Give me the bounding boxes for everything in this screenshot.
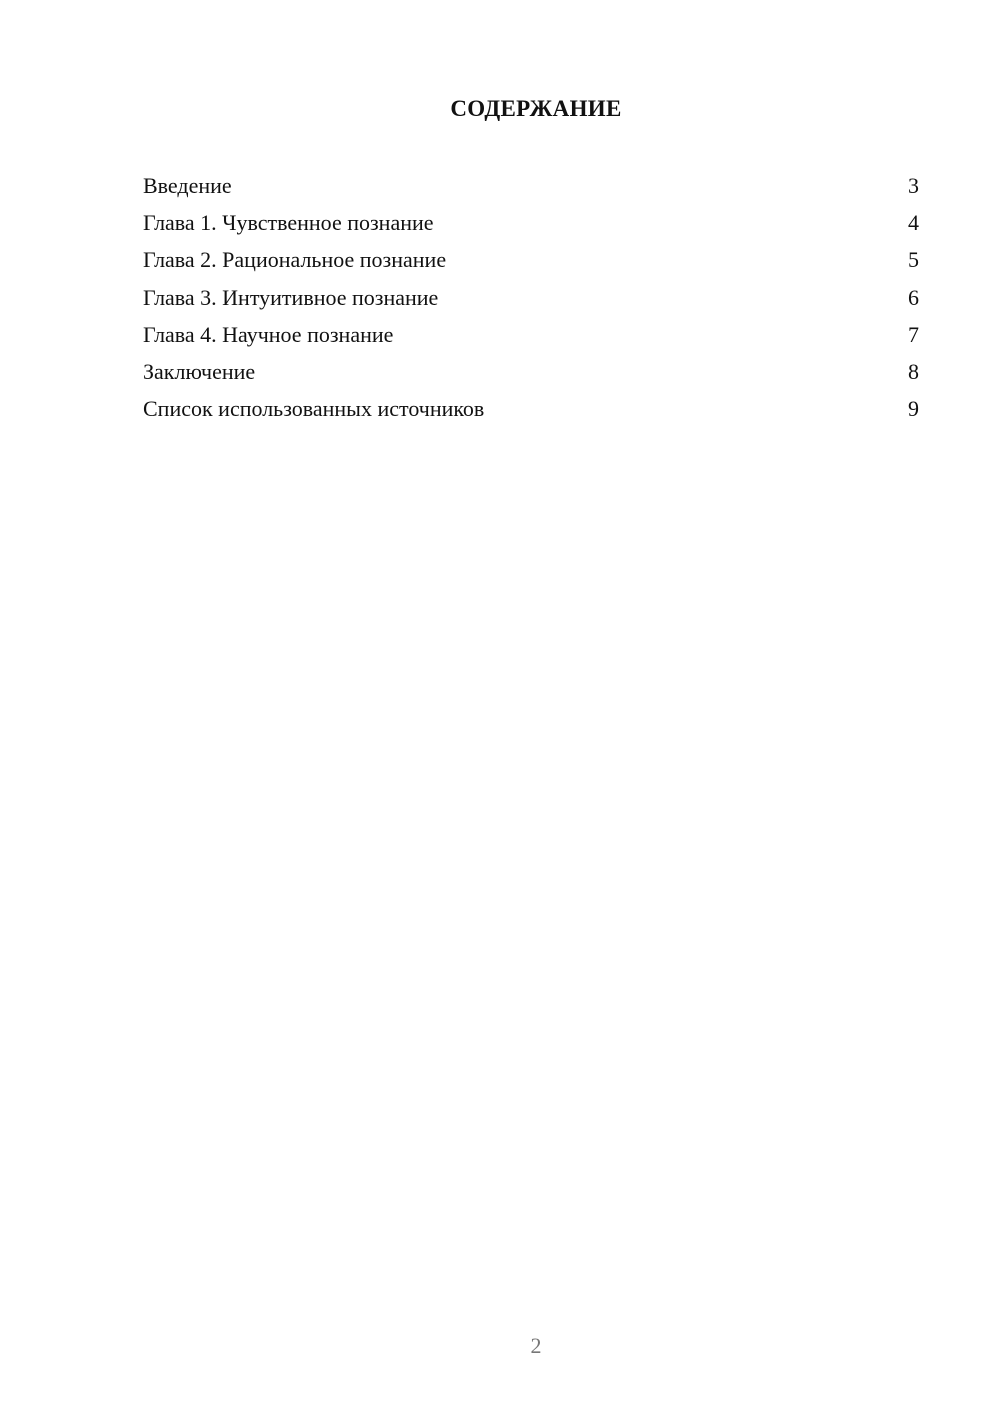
toc-entry-page: 8: [908, 358, 919, 384]
toc-entry-label: Заключение: [143, 358, 256, 384]
toc-entry-page: 4: [908, 210, 919, 236]
toc-entry-conclusion: [143, 353, 919, 390]
toc-entry-introduction: [143, 167, 919, 204]
toc-entry-chapter-3: [143, 279, 919, 316]
toc-entry-chapter-4: [143, 316, 919, 353]
toc-entry-page: 9: [908, 396, 919, 422]
toc-entry-label: Введение: [143, 173, 232, 198]
toc-entry-chapter-2: [143, 241, 919, 278]
page-title: СОДЕРЖАНИЕ: [450, 96, 622, 121]
toc-entry-page: 7: [908, 321, 919, 347]
toc-entry-page: 3: [908, 173, 919, 198]
toc-entry-references: [143, 390, 919, 427]
toc-entry-label: Список использованных источников: [143, 396, 485, 422]
toc-entry-page: 6: [908, 284, 919, 310]
toc-entry-label: Глава 2. Рациональное познание: [143, 247, 447, 273]
toc-entry-chapter-1: [143, 204, 919, 241]
table-of-contents: [143, 167, 919, 427]
toc-entry-label: Глава 3. Интуитивное познание: [143, 284, 439, 310]
toc-entry-page: 5: [908, 247, 919, 273]
toc-entry-label: Глава 4. Научное познание: [143, 321, 394, 347]
toc-entry-label: Глава 1. Чувственное познание: [143, 210, 434, 236]
page-number: 2: [530, 1333, 542, 1358]
